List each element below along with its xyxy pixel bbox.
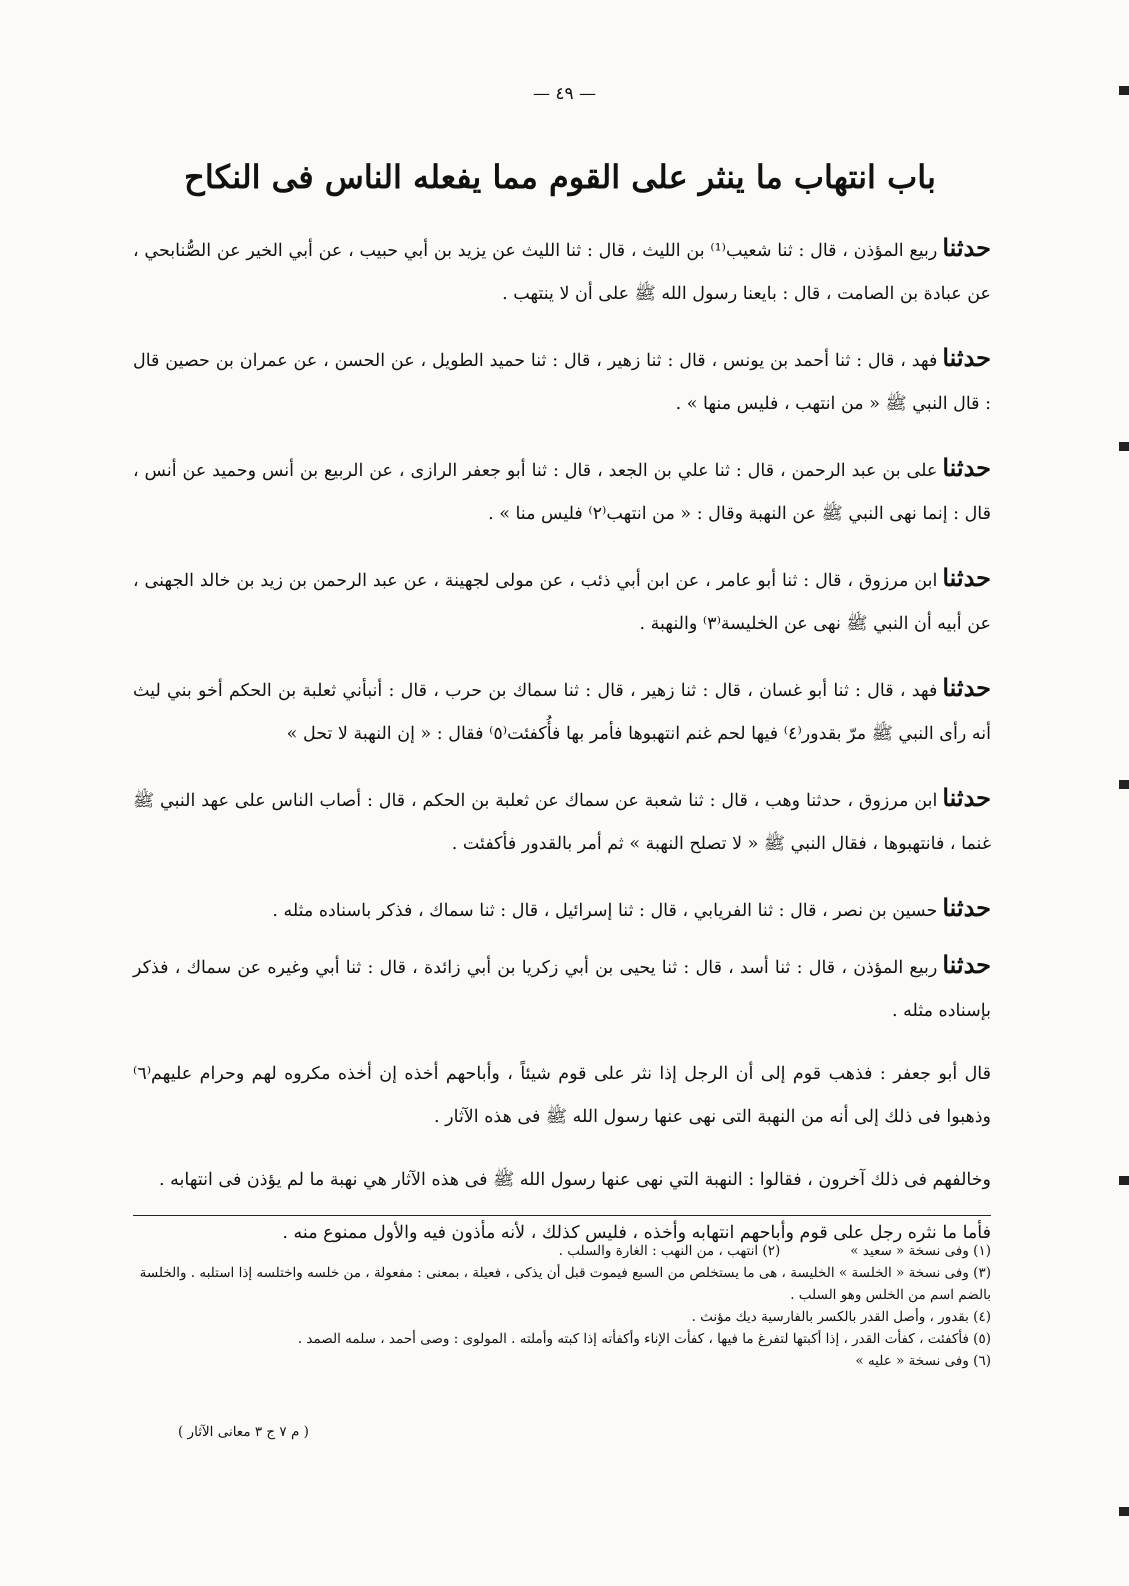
scan-edge-mark — [1119, 1507, 1129, 1516]
body-text — [133, 226, 991, 1265]
footnotes — [133, 1240, 991, 1372]
footnote-4: (٤) بقدور ، وأصل القدر بالكسر بالفارسية ديك مؤنث . — [691, 1309, 991, 1325]
paragraph-text: ابن مرزوق ، حدثنا وهب ، قال : ثنا شعبة عن سماك عن ثعلبة بن الحكم ، قال : أصاب الناس على عهد النبي ﷺ غنما ، فانتهبوها ، فقال النبي ﷺ « لا تصلح النهبة » ثم أمر بالقدور فأكفئت . — [133, 791, 991, 854]
hadith-paragraph — [133, 556, 991, 646]
haddathana-keyword: حدثنا — [942, 563, 991, 592]
page-footer-signature: ( م ٧ ج ٣ معانى الآثار ) — [178, 1424, 309, 1440]
haddathana-keyword: حدثنا — [942, 893, 991, 922]
hadith-paragraph — [133, 776, 991, 866]
footnote-separator — [133, 1215, 991, 1216]
hadith-paragraph — [133, 336, 991, 426]
footnote-row — [133, 1240, 991, 1262]
paragraph-text: فهد ، قال : ثنا أبو غسان ، قال : ثنا زهير ، قال : ثنا سماك بن حرب ، قال : أنبأني ثعلبة بن الحكم أخو بني ليث أنه رأى النبي ﷺ مرّ بقدور⁽٤⁾ فيها لحم غنم انتهبوها فأمر بها فأُكفئت⁽٥⁾ فقال : « إن النهبة لا تحل » — [133, 681, 991, 744]
haddathana-keyword: حدثنا — [942, 783, 991, 812]
footnote-2: (٢) انتهب ، من النهب : الغارة والسلب . — [558, 1243, 781, 1259]
haddathana-keyword: حدثنا — [942, 343, 991, 372]
paragraph-text: على بن عبد الرحمن ، قال : ثنا علي بن الجعد ، قال : ثنا أبو جعفر الرازى ، عن الربيع بن أنس وحميد عن أنس ، قال : إنما نهى النبي ﷺ عن النهبة وقال : « من انتهب⁽٢⁾ فليس منا » . — [133, 461, 991, 524]
paragraph-text: حسين بن نصر ، قال : ثنا الفريابي ، قال : ثنا إسرائيل ، قال : ثنا سماك ، فذكر باسناده مثله . — [272, 901, 938, 921]
hadith-paragraph — [133, 226, 991, 316]
page-number: — ٤٩ — — [532, 84, 597, 104]
paragraph-text: فهد ، قال : ثنا أحمد بن يونس ، قال : ثنا زهير ، قال : ثنا حميد الطويل ، عن الحسن ، عن عمران بن حصين قال : قال النبي ﷺ « من انتهب ، فليس منها » . — [133, 351, 991, 414]
hadith-paragraph — [133, 666, 991, 756]
footnote-1: (١) وفى نسخة « سعيد » — [850, 1243, 991, 1259]
paragraph-text: ابن مرزوق ، قال : ثنا أبو عامر ، عن ابن أبي ذئب ، عن مولى لجهينة ، عن عبد الرحمن بن زيد بن خالد الجهنى ، عن أبيه أن النبي ﷺ نهى عن الخليسة⁽٣⁾ والنهبة . — [133, 571, 991, 634]
haddathana-keyword: حدثنا — [942, 950, 991, 979]
haddathana-keyword: حدثنا — [942, 453, 991, 482]
scan-edge-mark — [1119, 442, 1129, 451]
paragraph-text: ربيع المؤذن ، قال : ثنا شعيب⁽¹⁾ بن الليث ، قال : ثنا الليث عن يزيد بن أبي حبيب ، عن أبي الخير عن الصُّنابحي ، عن عبادة بن الصامت ، قال : بايعنا رسول الله ﷺ على أن لا ينتهب . — [133, 241, 991, 304]
haddathana-keyword: حدثنا — [942, 233, 991, 262]
commentary-paragraph: وخالفهم فى ذلك آخرون ، فقالوا : النهبة التي نهى عنها رسول الله ﷺ فى هذه الآثار هي نهبة ما لم يؤذن فى انتهابه . — [159, 1170, 991, 1190]
footnote-3: (٣) وفى نسخة « الخلسة » الخليسة ، هى ما يستخلص من السبع فيموت قبل أن يذكى ، فعيلة ، بمعنى : مفعولة ، من خلسه واختلسه إذا استلبه . والخلسة بالضم اسم من الخلس وهو السلب . — [139, 1265, 991, 1303]
hadith-paragraph — [133, 446, 991, 536]
commentary-paragraph: فأما ما نثره رجل على قوم وأباحهم انتهابه وأخذه ، فليس كذلك ، لأنه مأذون فيه والأول ممنوع منه . — [282, 1223, 991, 1243]
commentary-paragraph: قال أبو جعفر : فذهب قوم إلى أن الرجل إذا نثر على قوم شيئاً ، وأباحهم أخذه إن أخذه مكروه لهم وحرام عليهم⁽٦⁾ وذهبوا فى ذلك إلى أنه من النهبة التى نهى عنها رسول الله ﷺ فى هذه الآثار . — [133, 1064, 991, 1127]
hadith-paragraph — [133, 943, 991, 1033]
scan-edge-mark — [1119, 1176, 1129, 1185]
footnote-5: (٥) فأكفئت ، كفأت القدر ، إذا أكبتها لتفرغ ما فيها ، كفأت الإناء وأكفأته إذا كبته وأملته . المولوى : وصى أحمد ، سلمه الصمد . — [297, 1331, 991, 1347]
scan-edge-mark — [1119, 780, 1129, 789]
hadith-paragraph — [133, 886, 991, 933]
haddathana-keyword: حدثنا — [942, 673, 991, 702]
footnote-6: (٦) وفى نسخة « عليه » — [855, 1353, 991, 1369]
paragraph-text: ربيع المؤذن ، قال : ثنا أسد ، قال : ثنا يحيى بن أبي زكريا بن أبي زائدة ، قال : ثنا أبي وغيره عن سماك ، فذكر بإسناده مثله . — [133, 958, 991, 1021]
chapter-title: باب انتهاب ما ينثر على القوم مما يفعله الناس فى النكاح — [184, 158, 936, 196]
